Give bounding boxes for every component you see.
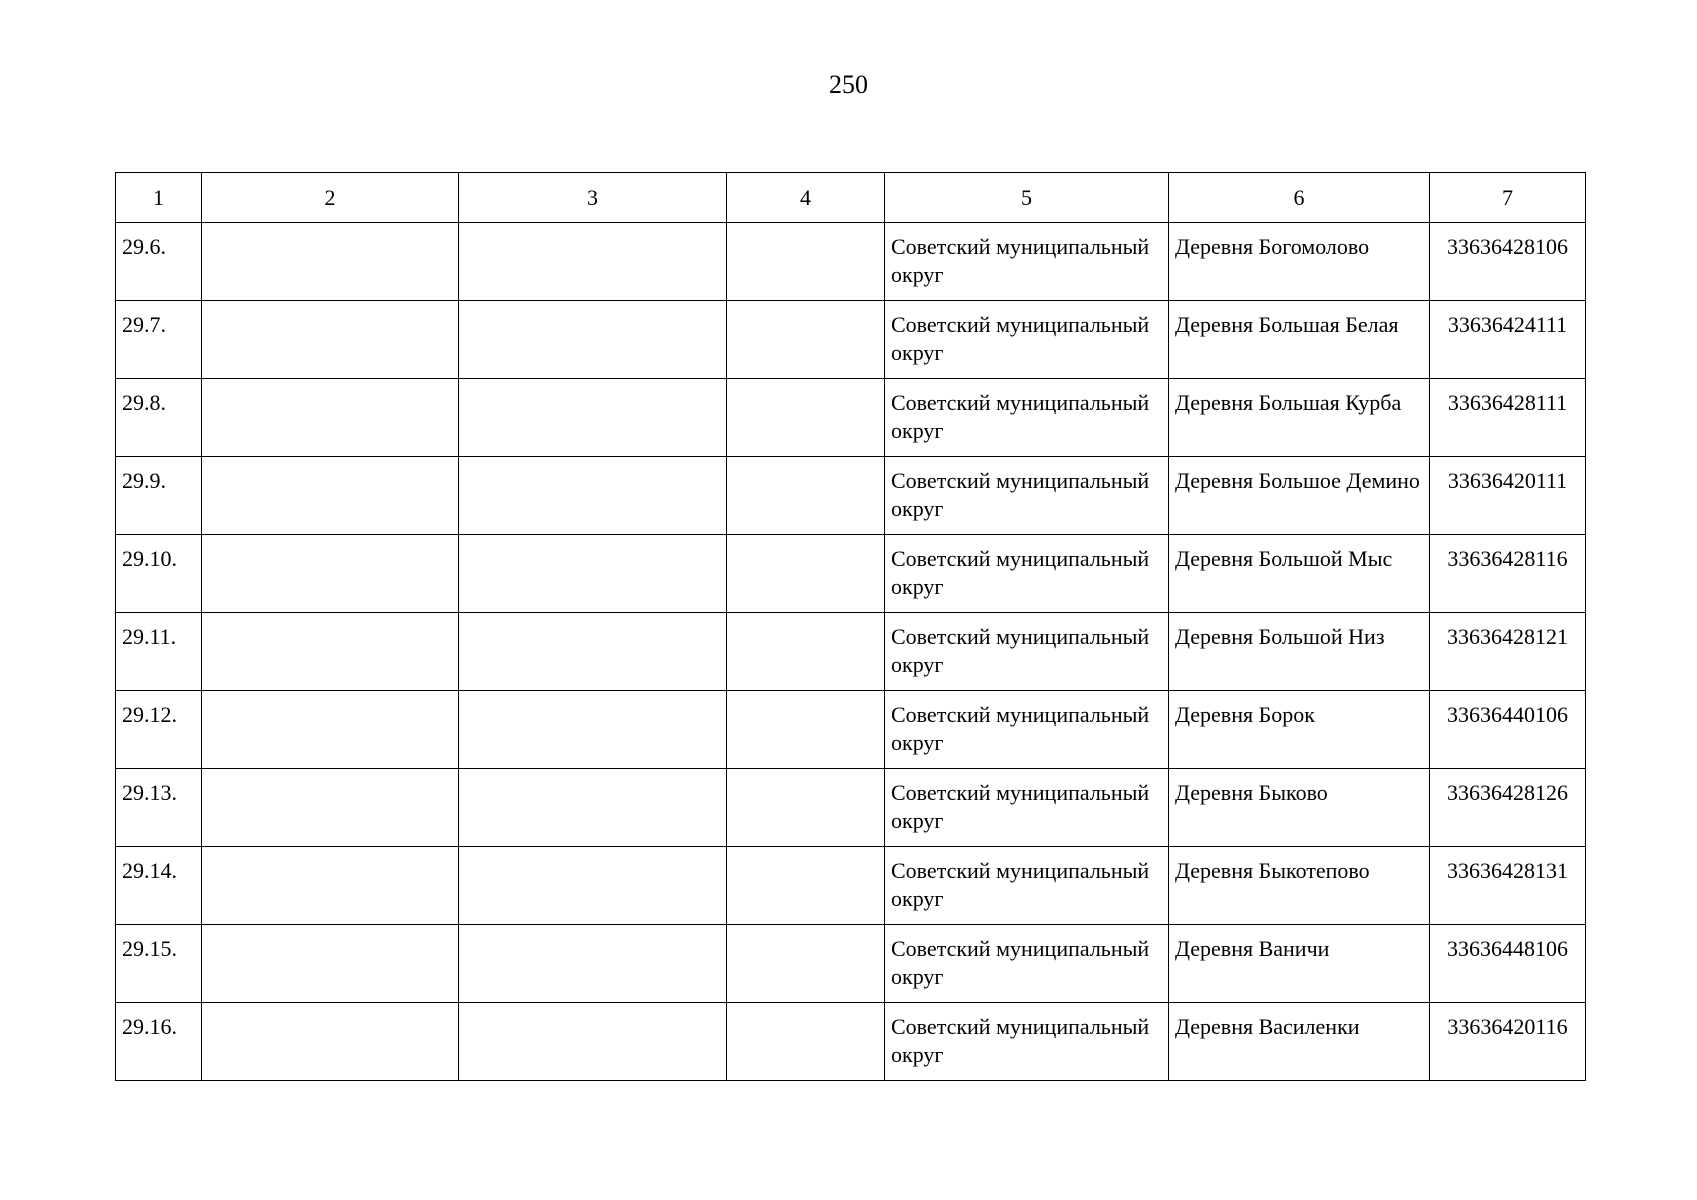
row-number-cell: 29.16. xyxy=(116,1003,202,1081)
table-body xyxy=(116,223,1586,1081)
table-row xyxy=(116,925,1586,1003)
district-cell: Советский муниципальный округ xyxy=(885,613,1169,691)
table-row xyxy=(116,223,1586,301)
district-cell: Советский муниципальный округ xyxy=(885,847,1169,925)
code-cell: 33636428106 xyxy=(1430,223,1586,301)
table-row xyxy=(116,613,1586,691)
district-cell: Советский муниципальный округ xyxy=(885,1003,1169,1081)
table-row xyxy=(116,1003,1586,1081)
column-2-cell xyxy=(202,457,459,535)
settlements-table xyxy=(115,172,1586,1081)
column-header: 6 xyxy=(1169,173,1430,223)
code-cell: 33636428121 xyxy=(1430,613,1586,691)
district-cell: Советский муниципальный округ xyxy=(885,535,1169,613)
column-4-cell xyxy=(727,1003,885,1081)
column-4-cell xyxy=(727,925,885,1003)
table-row xyxy=(116,691,1586,769)
settlement-cell: Деревня Большая Курба xyxy=(1169,379,1430,457)
column-4-cell xyxy=(727,457,885,535)
row-number-cell: 29.11. xyxy=(116,613,202,691)
column-2-cell xyxy=(202,379,459,457)
settlement-cell: Деревня Василенки xyxy=(1169,1003,1430,1081)
code-cell: 33636428111 xyxy=(1430,379,1586,457)
column-2-cell xyxy=(202,613,459,691)
settlement-cell: Деревня Ваничи xyxy=(1169,925,1430,1003)
row-number-cell: 29.12. xyxy=(116,691,202,769)
column-3-cell xyxy=(459,847,727,925)
settlement-cell: Деревня Большой Мыс xyxy=(1169,535,1430,613)
code-cell: 33636428126 xyxy=(1430,769,1586,847)
column-2-cell xyxy=(202,223,459,301)
column-4-cell xyxy=(727,379,885,457)
code-cell: 33636440106 xyxy=(1430,691,1586,769)
table-row xyxy=(116,535,1586,613)
code-cell: 33636448106 xyxy=(1430,925,1586,1003)
table-row xyxy=(116,379,1586,457)
column-3-cell xyxy=(459,457,727,535)
table-row xyxy=(116,301,1586,379)
district-cell: Советский муниципальный округ xyxy=(885,223,1169,301)
code-cell: 33636420111 xyxy=(1430,457,1586,535)
code-cell: 33636428116 xyxy=(1430,535,1586,613)
column-header: 2 xyxy=(202,173,459,223)
district-cell: Советский муниципальный округ xyxy=(885,457,1169,535)
column-header: 7 xyxy=(1430,173,1586,223)
settlement-cell: Деревня Богомолово xyxy=(1169,223,1430,301)
table-row xyxy=(116,457,1586,535)
settlement-cell: Деревня Большое Демино xyxy=(1169,457,1430,535)
column-4-cell xyxy=(727,769,885,847)
row-number-cell: 29.8. xyxy=(116,379,202,457)
table-row xyxy=(116,847,1586,925)
code-cell: 33636424111 xyxy=(1430,301,1586,379)
column-4-cell xyxy=(727,223,885,301)
district-cell: Советский муниципальный округ xyxy=(885,379,1169,457)
column-header: 4 xyxy=(727,173,885,223)
column-3-cell xyxy=(459,223,727,301)
column-3-cell xyxy=(459,301,727,379)
column-3-cell xyxy=(459,535,727,613)
column-2-cell xyxy=(202,535,459,613)
column-2-cell xyxy=(202,691,459,769)
code-cell: 33636428131 xyxy=(1430,847,1586,925)
column-4-cell xyxy=(727,301,885,379)
column-2-cell xyxy=(202,1003,459,1081)
column-3-cell xyxy=(459,691,727,769)
column-header: 3 xyxy=(459,173,727,223)
settlement-cell: Деревня Большая Белая xyxy=(1169,301,1430,379)
row-number-cell: 29.6. xyxy=(116,223,202,301)
column-4-cell xyxy=(727,535,885,613)
column-header: 1 xyxy=(116,173,202,223)
district-cell: Советский муниципальный округ xyxy=(885,691,1169,769)
settlement-cell: Деревня Борок xyxy=(1169,691,1430,769)
column-4-cell xyxy=(727,691,885,769)
header-row xyxy=(116,173,1586,223)
column-3-cell xyxy=(459,769,727,847)
column-3-cell xyxy=(459,925,727,1003)
row-number-cell: 29.14. xyxy=(116,847,202,925)
settlement-cell: Деревня Быкотепово xyxy=(1169,847,1430,925)
code-cell: 33636420116 xyxy=(1430,1003,1586,1081)
column-header: 5 xyxy=(885,173,1169,223)
settlement-cell: Деревня Быково xyxy=(1169,769,1430,847)
district-cell: Советский муниципальный округ xyxy=(885,301,1169,379)
row-number-cell: 29.15. xyxy=(116,925,202,1003)
column-4-cell xyxy=(727,613,885,691)
column-2-cell xyxy=(202,301,459,379)
settlement-cell: Деревня Большой Низ xyxy=(1169,613,1430,691)
district-cell: Советский муниципальный округ xyxy=(885,769,1169,847)
column-2-cell xyxy=(202,847,459,925)
row-number-cell: 29.13. xyxy=(116,769,202,847)
column-2-cell xyxy=(202,769,459,847)
column-3-cell xyxy=(459,613,727,691)
row-number-cell: 29.7. xyxy=(116,301,202,379)
row-number-cell: 29.10. xyxy=(116,535,202,613)
district-cell: Советский муниципальный округ xyxy=(885,925,1169,1003)
column-4-cell xyxy=(727,847,885,925)
column-2-cell xyxy=(202,925,459,1003)
page-number: 250 xyxy=(829,70,868,99)
row-number-cell: 29.9. xyxy=(116,457,202,535)
column-3-cell xyxy=(459,1003,727,1081)
table-row xyxy=(116,769,1586,847)
column-3-cell xyxy=(459,379,727,457)
